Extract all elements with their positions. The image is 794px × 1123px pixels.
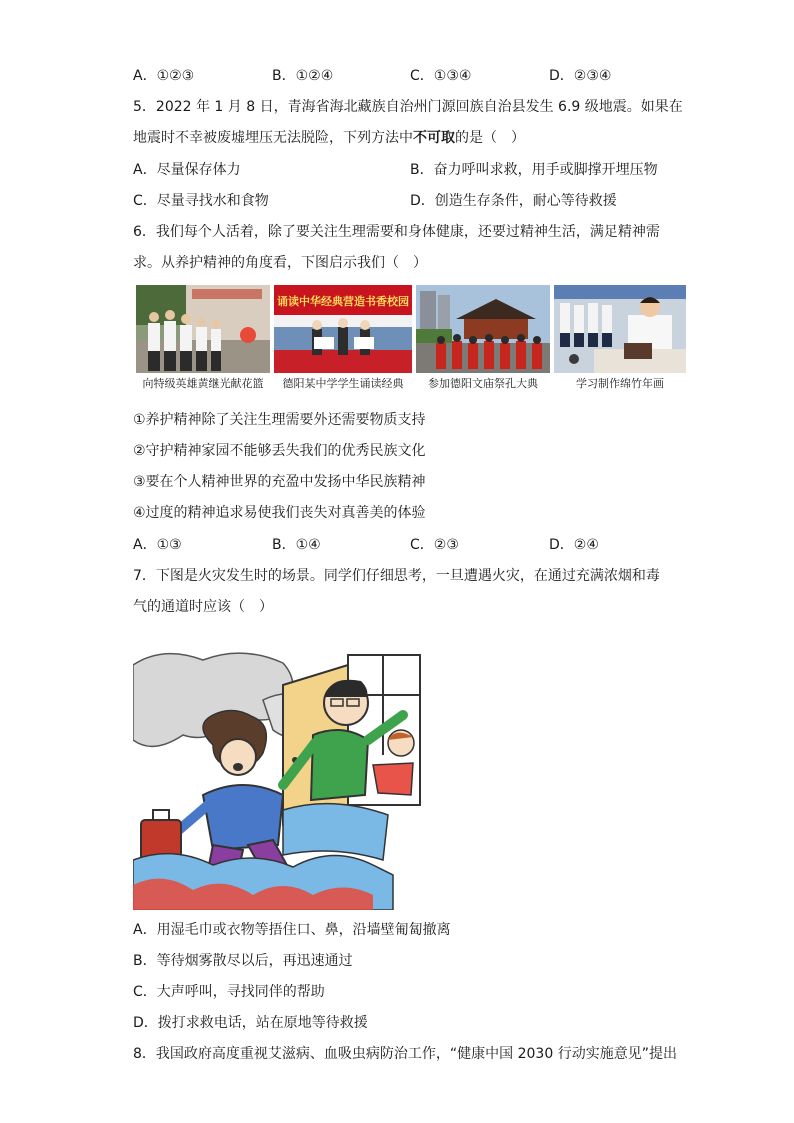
photo-banner-text: 诵读中华经典营造书香校园 xyxy=(277,295,409,308)
q6-option-c[interactable]: C．②③ xyxy=(410,537,459,553)
q7-option-d[interactable]: D．拨打求救电话，站在原地等待救援 xyxy=(133,1015,368,1031)
q4-option-a[interactable]: A．①②③ xyxy=(133,68,195,84)
q5-option-d[interactable]: D．创造生存条件，耐心等待救援 xyxy=(410,193,617,209)
q8-stem-line1: 8．我国政府高度重视艾滋病、血吸虫病防治工作，“健康中国 2030 行动实施意见”提出 xyxy=(133,1046,677,1062)
q6-stem-line1: 6．我们每个人活着，除了要关注生理需要和身体健康，还要过精神生活，满足精神需 xyxy=(133,224,660,240)
q6-stem-line2: 求。从养护精神的角度看，下图启示我们（ ） xyxy=(133,255,427,271)
caption-photo-4: 学习制作绵竹年画 xyxy=(576,377,664,390)
caption-photo-2: 德阳某中学学生诵读经典 xyxy=(282,377,404,390)
q6-statement-2: ②守护精神家园不能够丢失我们的优秀民族文化 xyxy=(133,443,426,459)
q6-statement-1: ①养护精神除了关注生理需要外还需要物质支持 xyxy=(133,412,426,428)
q5-option-a[interactable]: A．尽量保存体力 xyxy=(133,162,241,178)
q4-option-d[interactable]: D．②③④ xyxy=(549,68,612,84)
photo-new-year-painting xyxy=(554,285,686,373)
q5-stem-pre: 地震时不幸被废墟埋压无法脱险，下列方法中 xyxy=(133,130,413,146)
q7-option-c[interactable]: C．大声呼叫，寻找同伴的帮助 xyxy=(133,984,325,1000)
q5-stem-line2 xyxy=(133,128,525,148)
q6-statement-4: ④过度的精神追求易使我们丧失对真善美的体验 xyxy=(133,505,426,521)
q6-statement-3: ③要在个人精神世界的充盈中发扬中华民族精神 xyxy=(133,474,426,490)
photo-classics-reading xyxy=(274,285,412,373)
q7-stem-line2: 气的通道时应该（ ） xyxy=(133,599,273,615)
q5-option-c[interactable]: C．尽量寻找水和食物 xyxy=(133,193,269,209)
q7-stem-line1: 7．下图是火灾发生时的场景。同学们仔细思考，一旦遭遇火灾，在通过充满浓烟和毒 xyxy=(133,568,660,584)
q6-option-d[interactable]: D．②④ xyxy=(549,537,599,553)
q4-option-b[interactable]: B．①②④ xyxy=(272,68,334,84)
q5-stem-line1: 5．2022 年 1 月 8 日，青海省海北藏族自治州门源回族自治县发生 6.9 级地震。如果在 xyxy=(133,99,683,115)
photo-flower-basket xyxy=(136,285,270,373)
q4-option-c[interactable]: C．①③④ xyxy=(410,68,472,84)
fire-escape-cartoon xyxy=(133,645,423,910)
q6-photo-strip xyxy=(136,285,686,395)
q5-stem-bold: 不可取 xyxy=(413,130,455,146)
q5-stem-post: 的是（ ） xyxy=(455,130,525,146)
q6-option-b[interactable]: B．①④ xyxy=(272,537,321,553)
q7-option-b[interactable]: B．等待烟雾散尽以后，再迅速通过 xyxy=(133,953,353,969)
photo-confucius-ceremony xyxy=(416,285,550,373)
caption-photo-1: 向特级英雄黄继光献花篮 xyxy=(142,377,264,390)
q6-option-a[interactable]: A．①③ xyxy=(133,537,182,553)
q5-option-b[interactable]: B．奋力呼叫求救，用手或脚撑开埋压物 xyxy=(410,162,658,178)
q7-option-a[interactable]: A．用湿毛巾或衣物等捂住口、鼻，沿墙壁匍匐撤离 xyxy=(133,922,451,938)
caption-photo-3: 参加德阳文庙祭孔大典 xyxy=(428,377,538,390)
